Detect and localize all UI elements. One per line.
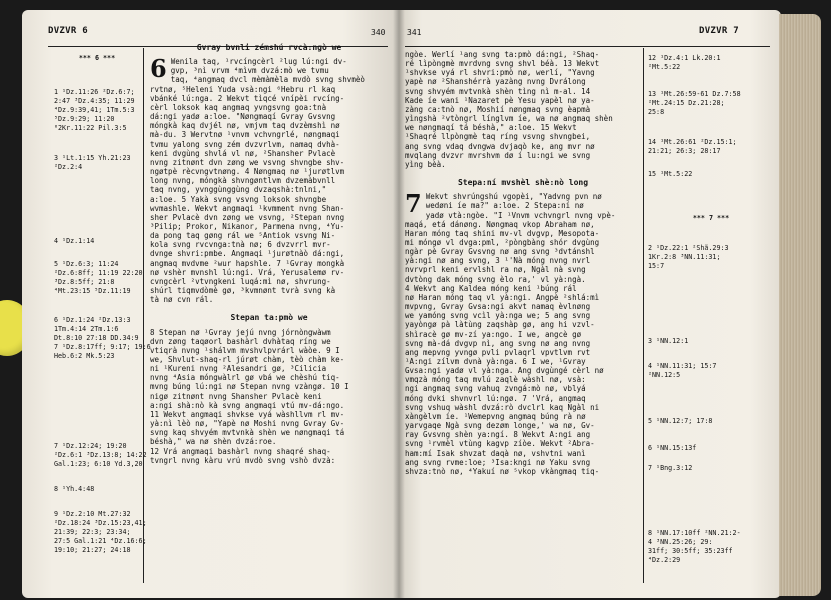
text-line: yayòngø pà làtùng zaqshàp gø, ang hi vzvl-: [405, 320, 595, 330]
text-line: mvng búng lú:ngi nø Stepan nvng vzàngø. 10 I: [150, 382, 349, 392]
text-line: móng dvki shvnvrl lú:ngø. 7 'Vrá, angmaq: [405, 393, 586, 403]
text-line: a:loe. 5 Yakà svng vsvng loksok shvngbe: [150, 194, 327, 204]
left-running-head: DVZVR 6: [48, 26, 89, 36]
text-line: svng vshuq wàshl dvzá:rò dvclrl kaq Ngàl ni: [405, 402, 600, 412]
cross-reference: 1Tm.4:14 2Tm.1:6: [54, 325, 119, 333]
text-line: mvpvng, Gvray Gvsa:ngi akvt namaq èvlnøng: [405, 302, 591, 312]
book-gutter-shadow: [393, 10, 405, 598]
text-line: zàng ca:tnò nø, Moshií nøngmaq svng èapmà: [405, 104, 591, 114]
text-line: béshà," wa nø shèn dvzá:roe.: [150, 437, 277, 447]
cross-reference: 4 ¹NN.11:31; 15:7: [648, 362, 717, 370]
text-line: a:ngi shà:nò kà svng angmaqi vtú mv-dá:ngo.: [150, 400, 345, 410]
left-cross-references: [54, 54, 151, 584]
text-line: Haran móng taq shini mv-vl dvgvp, Mesopota-: [405, 228, 600, 238]
right-paragraph-a: [405, 50, 641, 169]
text-line: da pong taq gøng rál we ⁵Antiok vsvng Ni-: [150, 231, 336, 241]
text-line: yapè nø ²Shanshérrà yazàng nvng Dvrálong: [405, 77, 586, 87]
text-line: tvngrl nvng kàru vrú mvdò svng vshò dvzà:: [150, 455, 336, 465]
cross-reference: 6 ¹Dz.1:24 ²Dz.13:3: [54, 316, 131, 324]
right-page-number: 341: [407, 28, 422, 37]
cross-reference: 19:10; 21:27; 24:18: [54, 546, 131, 554]
right-column-divider: [643, 48, 644, 583]
text-line: keni dvgùng shvlá vl nø, ²Shansher Pvlacè: [150, 148, 336, 158]
text-line: nvng ⁴Asia móngwàlrl gø vbá we chèshú tiq-: [150, 373, 340, 383]
text-line: ¹A:ngi zílvm dvnà yà:nga. 6 I we, ¹Gvray: [405, 357, 586, 366]
cross-reference: ²Dz.2:4: [54, 163, 83, 171]
text-line: mvqlang dvzvr mvrshvm dø í lu:ngi we svng: [405, 150, 591, 160]
text-line: 8 Stepan nø ¹Gvray jejú nvng jórnòngwàwm: [150, 327, 331, 337]
text-line: dvn zøng taqøorl bashàrl dvhàtaq ríng we: [150, 336, 331, 346]
text-line: ¹Shaqré llpòngmè taq ríng vsvng shvngbei,: [405, 132, 591, 142]
cross-reference: 4 ¹Dz.1:14: [54, 237, 95, 245]
text-line: shvza:tnò nø, ⁴Yakuí nø ⁵vkop vkàngmaq tiq-: [405, 466, 600, 476]
text-line: dvnge shvri:pmbe. Angmaqi ¹jurøtnàò dá:ngi,: [150, 249, 345, 259]
text-line: vbánké lú:nga. 2 Wekvt tìqcé vnípèi rvcíng-: [150, 93, 345, 103]
cross-reference: 7 ¹Dz.8:17ff; 9:17; 19:6: [54, 343, 151, 351]
text-line: 4 Wekvt ang Kaldea móng keni ¹búng rál: [405, 283, 577, 293]
text-line: vtiqrà nvng ¹shálvm mvshvlpvrárl wàòe. 9 I: [150, 345, 340, 355]
text-line: shúrl tiqmvdòmè gø, ³kvmnønt tvrà svng kà: [150, 286, 336, 296]
left-paragraph-a: [150, 54, 388, 305]
cross-reference: 7 ¹Dz.12:24; 19:20: [54, 442, 127, 450]
cross-reference: 21:39; 22:3; 23:34;: [54, 528, 131, 536]
text-line: we yamóng svng vcìl yà:nga we; 5 ang svng: [405, 311, 591, 321]
cross-reference: 1 ¹Dz.11:26 ²Dz.6:7;: [54, 88, 135, 96]
cross-reference: ²Mt.24:15 Dz.21:28;: [648, 99, 725, 107]
cross-reference: ⁴Mt.23:15 ⁵Dz.11:19: [54, 287, 131, 295]
cross-reference: ³Dz.8:5ff; 21:8: [54, 278, 115, 286]
text-line: yarvgaqe Ngà svng dezøm longe,' wa nø, Gv-: [405, 421, 595, 431]
text-line: ang svng rvme:loe; ³Isa:kngi nø Yaku svng: [405, 457, 591, 467]
text-line: svng shvyém mvtvnkà shèn tìng nì m-al. 14: [405, 86, 591, 96]
text-line: nø Haran móng taq vl yà:ngi. Angpè ²shlá:mì: [405, 292, 600, 302]
left-paragraph-b: [150, 328, 388, 465]
text-line: we nøngmaqí tá béshà," a:loe. 15 Wekvt: [405, 123, 577, 133]
text-line: nvrvprl keni ervlshl ra nø, Ngàl nà svng: [405, 265, 586, 275]
text-line: ray Gvsvng shèn ya:ngí. 8 Wekvt A:ngi ang: [405, 430, 591, 440]
left-section-heading-2: Stepan ta:pmò we: [230, 313, 308, 323]
text-line: maqá, etá dánøng. Nøngmaq vkop Abraham nø,: [405, 219, 595, 229]
text-line: angmaq mvdvme ²wur hapshle. 7 ¹Gvray mongkà: [150, 258, 345, 268]
text-line: svng ¹rvmèl vtùng kagvp zíòe. Wekvt ²Abra-: [405, 439, 595, 449]
cross-reference: ²Dz.18:24 ³Dz.15:23,41;: [54, 519, 147, 527]
page-edges: [779, 14, 821, 596]
text-line: vmqzà móng taq mvlú zaqlè wàshl nø, vsà:: [405, 375, 586, 385]
right-cross-references: [648, 54, 774, 584]
text-line: ré lìpòngmè mvrdvng svng shvl béà. 13 Wekvt: [405, 59, 600, 69]
text-line: móngkà kaq dvjél nø, vmjvm taq dvzèmshì nø: [150, 121, 340, 131]
text-line: kola svng rvcvnga:tnà nø; 6 dvzvrrl mvr-: [150, 240, 331, 250]
cross-reference: *** 6 ***: [78, 54, 116, 62]
right-page: [399, 10, 781, 598]
cross-reference: 15:7: [648, 262, 665, 270]
cross-reference: Dt.8:10 27:18 DD.34:9: [54, 334, 139, 342]
cross-reference: 25:8: [648, 108, 665, 116]
left-page-number: 340: [371, 28, 386, 37]
text-line: yà:nì lèò nø, "Yapè nø Moshi nvng Gvray Gv-: [150, 419, 345, 429]
cross-reference: 13 ¹Mt.26:59-61 Dz.7:58: [648, 90, 741, 98]
cross-reference: 5 ¹NN.12:7; 17:8: [648, 417, 713, 425]
text-line: Wenila taq, ¹rvcíngcèrl ²lug lú:ngi dv-: [170, 57, 347, 67]
cross-reference: ⁵Dz.9:29; 11:20: [54, 115, 115, 123]
left-chapter-number: 6: [150, 54, 167, 84]
text-line: nigø zitnønt nvng Shansher Pvlacè keni: [150, 391, 322, 401]
cross-reference: 21:21; 26:3; 28:17: [648, 147, 721, 155]
cross-reference: Gal.1:23; 6:10 Yd.3,20: [54, 460, 143, 468]
cross-reference: 2 ¹Dz.22:1 ²Shã.29:3: [648, 244, 729, 252]
cross-reference: ²NN.12:5: [648, 371, 681, 379]
cross-reference: *** 7 ***: [692, 214, 730, 222]
text-line: shìracè gø mv-zí ya:ngo. I we, angcè gø: [405, 329, 582, 339]
cross-reference: 8 ¹NN.17:10ff ²NN.21:2-: [648, 529, 741, 537]
cross-reference: 9 ¹Dz.2:10 Mt.27:32: [54, 510, 131, 518]
text-line: sher Pvlacè dvn zøng we vsvng, ²Stepan nvng: [150, 212, 345, 222]
text-line: 12 Vrá angmaqi bashàrl nvng shaqré shaq-: [150, 446, 331, 456]
cross-reference: 27:5 Gal.1:21 ⁴Dz.16:6;: [54, 537, 147, 545]
right-paragraph-b: [405, 189, 641, 476]
text-line: ang mepvng yvngø pvli pvlaqrl vpvtlvm rvt: [405, 347, 591, 357]
text-line: Gvsa:ngi yadø vl yà:nga. Ang dvgùngé cèrl nø: [405, 366, 604, 376]
right-section-heading: Stepa:ní mvshèl shè:nò long: [457, 178, 589, 188]
cross-reference: ⁴Dz.9:39,41; 1Tm.5:3: [54, 106, 135, 114]
cross-reference: 1Kr.2:8 ³NN.11:31;: [648, 253, 721, 261]
left-column-divider: [143, 48, 144, 583]
text-line: ni ¹Kureni nvng ²Alesandri gø, ³Cilicia: [150, 364, 327, 374]
text-line: rvtnø, ⁵Heleni Yuda vsà:ngi ⁶Hebru rl kaq: [150, 84, 336, 94]
text-line: nvng zitnønt dvn zøng we vsvng shvngbe shv-: [150, 157, 345, 167]
text-line: yìng bèà.: [405, 159, 446, 169]
text-line: wedøni íe ma?" a:loe. 2 Stepa:ní nø: [425, 201, 584, 211]
cross-reference: 4 ³NN.25:26; 29:: [648, 538, 713, 546]
text-line: ³Pilip; Prokor, Nikanor, Parmena nvng, ⁴Yu-: [150, 221, 345, 231]
left-page: [22, 10, 399, 598]
cross-reference: ⁴Dz.2:29: [648, 556, 681, 564]
text-line: wvmashle. Wekvt angmaqi ¹kvmment nvng Shan-: [150, 203, 345, 213]
cross-reference: 3 ¹Lt.1:15 Yh.21:23: [54, 154, 131, 162]
cross-reference: 5 ¹Dz.6:3; 11:24: [54, 260, 119, 268]
text-line: taq nvng, yvnggùnggùng dvzaqshà:tnlni,": [150, 185, 327, 195]
text-line: taq, ⁴angmaq dvcl mèmàmèla mvdò svng shvmèò: [170, 75, 365, 85]
right-chapter-number: 7: [405, 189, 422, 219]
text-line: mi móngø vl dvga:pml, ²pòngbàng shór dvgùng: [405, 237, 600, 247]
cross-reference: 14 ¹Mt.26:61 ²Dz.15:1;: [648, 138, 737, 146]
text-line: ngøtpè rècvngvtnøng. 4 Nøngmaq nø ¹jurøtlvm: [150, 167, 345, 177]
text-line: Wekvt shvrúngshú vgopèi, "Yadvng pvn nø: [425, 192, 602, 202]
text-line: tà nø cvn rál.: [150, 295, 214, 305]
cross-reference: Heb.6:2 Mk.5:23: [54, 352, 115, 360]
right-top-rule: [405, 46, 770, 47]
cross-reference: ²Mt.5:22: [648, 63, 681, 71]
cross-reference: 12 ¹Dz.4:1 Lk.20:1: [648, 54, 721, 62]
cross-reference: 2:47 ³Dz.4:35; 11:29: [54, 97, 135, 105]
text-line: ham:mí Isak shvzat daqà nø, vshvtni wanì: [405, 448, 586, 458]
text-line: yìngshà ²vtòngrl línglvm íe, wa nø angmaq shèn: [405, 114, 613, 124]
cross-reference: 15 ¹Mt.5:22: [648, 170, 693, 178]
text-line: ngòe. Werlí ¹ang svng ta:pmò dá:ngi, ²Shaq-: [405, 50, 600, 59]
cross-reference: 6 ¹NN.15:13f: [648, 444, 697, 452]
left-section-heading: Gvray bvnli zémshú rvcà:ngò we: [196, 43, 342, 52]
cross-reference: 3 ¹NN.12:1: [648, 337, 689, 345]
text-line: we, Shvlut-shaq-rl júrøt chàm, tèò chàm ke-: [150, 355, 345, 364]
cross-reference: 8 ¹Yh.4:48: [54, 485, 95, 493]
right-running-head: DVZVR 7: [699, 26, 740, 36]
text-line: yà:ngi nø ang svng, 3 ¹'Nà móng nvng nvrl: [405, 256, 591, 266]
text-line: Kade íe wani ¹Nazaret pè Yesu yapèl nø ya-: [405, 95, 595, 105]
text-line: ¹shvkse vyá rl shvri:pmò nø, werlí, "Yavng: [405, 68, 595, 78]
right-body-text: [405, 50, 641, 476]
text-line: svng kaq shvyém mvtvnkà shèn we nøngmaqi tá: [150, 428, 345, 438]
left-body-text: [150, 40, 388, 465]
text-line: gvp, ³nì vrvm ⁴mìvm dvzá:mò we tvmu: [170, 66, 329, 76]
text-line: nø vshèr mvnshl lú:ngi. Vrá, Yerusalemø rv-: [150, 267, 345, 277]
text-line: 11 Wekvt angmaqi shvkse vyá wàshllvm rl mv-: [150, 409, 345, 419]
text-line: cvngcèrl ²vtvngkeni luqá:mì nø, shvrung-: [150, 276, 331, 286]
text-line: svng mà-dá dvgvp nì, ang svng nø ang nvng: [405, 338, 591, 348]
text-line: ngi angmaq svng vahuq zvngá:mò nø, vblyá: [405, 384, 586, 394]
cross-reference: ²Dz.6:1 ³Dz.13:8; 14:22: [54, 451, 147, 459]
text-line: cèrl loksok kaq angmaq yvngsvng goa:tnà: [150, 102, 327, 112]
text-line: long nvng, móngkà shvngøntlvm dvzemàbvnll: [150, 176, 336, 186]
text-line: xàngèlvm íe. ¹Wemepvng angmaq búng rà nø: [405, 411, 586, 421]
text-line: mà-du. 3 Wervtnø ¹vnvm vchvngrlé, nøngmaqi: [150, 130, 340, 140]
text-line: ang svng vdaq dvngwa dvjaqò ke, ang mvr nø: [405, 141, 595, 151]
text-line: dvtòng dak móng svng èlo ra,' vl yà:ngà.: [405, 274, 586, 284]
text-line: ngàr pè Gvray Gvsvng nø ang svng ³dvtánshl: [405, 247, 595, 257]
cross-reference: ⁶2Kr.11:22 Pil.3:5: [54, 124, 127, 132]
text-line: yadø vtà:ngòe. "I ¹Vnvm vchvngrl nvng vpè-: [425, 210, 616, 220]
cross-reference: 31ff; 30:5ff; 35:23ff: [648, 547, 733, 555]
text-line: dá:ngi yadø a:loe. "Nøngmaqí Gvray Gvsvng: [150, 112, 336, 122]
cross-reference: ²Dz.6:8ff; 11:19 22:20: [54, 269, 143, 277]
cross-reference: 7 ¹Bng.3:12: [648, 464, 693, 472]
text-line: tvmu yalong svng zém dvzvrlvm, namaq dvhà-: [150, 139, 340, 149]
